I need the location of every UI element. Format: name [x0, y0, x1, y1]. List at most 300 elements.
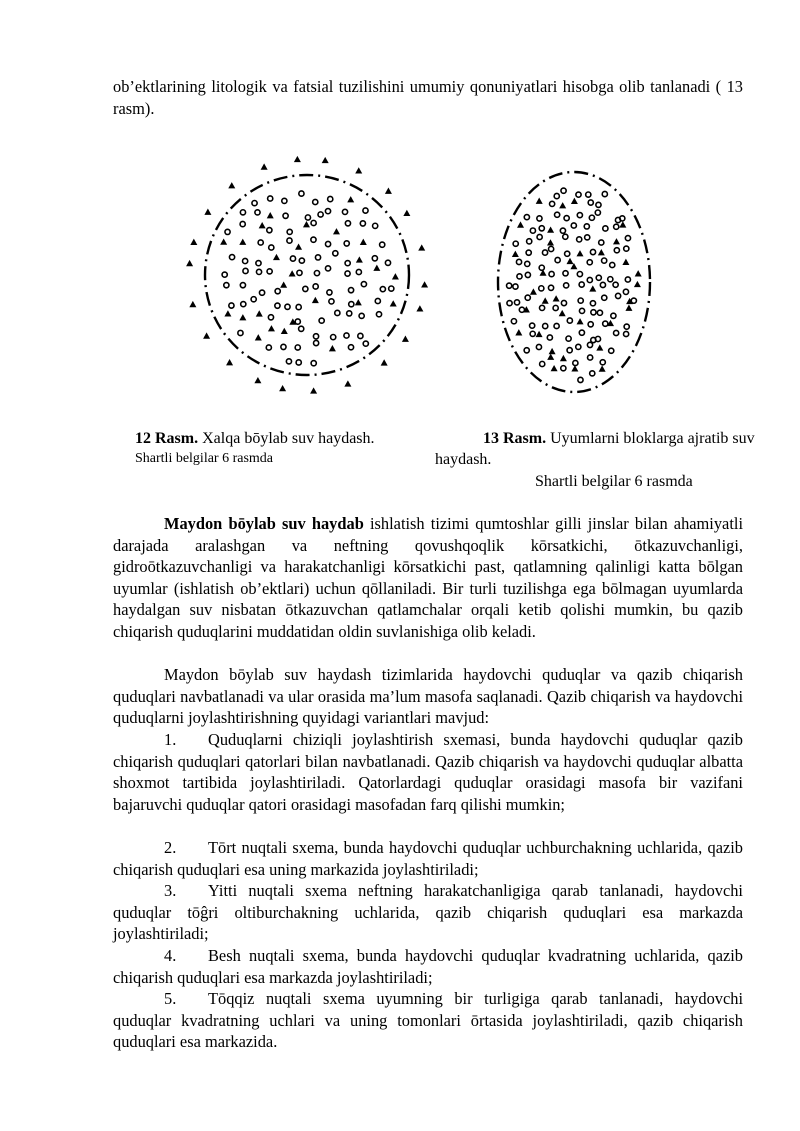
- production-well-marker: [513, 284, 518, 289]
- production-well-marker: [537, 216, 542, 221]
- production-well-marker: [555, 257, 560, 262]
- production-well-marker: [567, 318, 572, 323]
- production-well-marker: [296, 304, 301, 309]
- list-item: [113, 880, 743, 945]
- injection-well-marker: [547, 226, 554, 232]
- production-well-marker: [311, 237, 316, 242]
- injection-well-marker: [392, 273, 399, 279]
- production-well-marker: [314, 340, 319, 345]
- production-well-marker: [623, 289, 628, 294]
- production-well-marker: [372, 256, 377, 261]
- production-well-marker: [614, 224, 619, 229]
- injection-well-marker: [280, 281, 287, 287]
- injection-well-marker: [312, 297, 319, 303]
- injection-well-marker: [189, 301, 196, 307]
- injection-well-marker: [577, 318, 584, 324]
- production-well-marker: [614, 248, 619, 253]
- production-well-marker: [240, 283, 245, 288]
- production-well-marker: [564, 216, 569, 221]
- injection-well-marker: [268, 325, 275, 331]
- injection-well-marker: [551, 365, 558, 371]
- injection-well-marker: [560, 355, 567, 361]
- production-well-marker: [576, 344, 581, 349]
- injection-well-marker: [599, 365, 606, 371]
- production-well-marker: [542, 250, 547, 255]
- injection-well-marker: [220, 238, 227, 244]
- injection-well-marker: [261, 163, 268, 169]
- production-well-marker: [252, 200, 257, 205]
- production-well-marker: [281, 344, 286, 349]
- injection-well-marker: [355, 299, 362, 305]
- production-well-marker: [620, 216, 625, 221]
- production-well-marker: [331, 335, 336, 340]
- production-well-marker: [267, 269, 272, 274]
- injection-well-marker: [356, 256, 363, 262]
- production-well-marker: [348, 345, 353, 350]
- production-well-marker: [363, 341, 368, 346]
- list-item-text: Tōrt nuqtali sxema, bunda haydovchi quduqlar uchburchakning uchlarida, qazib chiqarish quduqlari esa uning markazida joylashtiriladi;: [113, 838, 743, 879]
- production-well-marker: [588, 355, 593, 360]
- production-well-marker: [256, 269, 261, 274]
- production-well-marker: [597, 310, 602, 315]
- production-well-marker: [267, 228, 272, 233]
- production-well-marker: [335, 310, 340, 315]
- production-well-marker: [325, 241, 330, 246]
- production-well-marker: [241, 302, 246, 307]
- production-well-marker: [229, 255, 234, 260]
- production-well-marker: [539, 226, 544, 231]
- production-well-marker: [256, 261, 261, 266]
- production-well-marker: [344, 333, 349, 338]
- production-well-marker: [290, 256, 295, 261]
- figure-12-caption-label: 12 Rasm.: [135, 430, 199, 447]
- injection-well-marker: [373, 265, 380, 271]
- production-well-marker: [325, 266, 330, 271]
- production-well-marker: [584, 224, 589, 229]
- production-well-marker: [259, 290, 264, 295]
- production-well-marker: [269, 245, 274, 250]
- production-well-marker: [602, 258, 607, 263]
- production-well-marker: [345, 261, 350, 266]
- production-well-marker: [333, 251, 338, 256]
- production-well-marker: [361, 282, 366, 287]
- production-well-marker: [360, 221, 365, 226]
- injection-well-marker: [625, 305, 632, 311]
- injection-well-marker: [186, 260, 193, 266]
- production-well-marker: [539, 286, 544, 291]
- production-well-marker: [554, 323, 559, 328]
- production-well-marker: [373, 223, 378, 228]
- injection-well-marker: [542, 297, 549, 303]
- production-well-marker: [608, 277, 613, 282]
- production-well-marker: [313, 284, 318, 289]
- injection-well-marker: [322, 157, 329, 163]
- production-well-marker: [526, 250, 531, 255]
- injection-well-marker: [190, 239, 197, 245]
- production-well-marker: [565, 251, 570, 256]
- injection-well-marker: [416, 305, 423, 311]
- list-item: [113, 729, 743, 815]
- production-well-marker: [563, 234, 568, 239]
- production-well-marker: [305, 215, 310, 220]
- injection-well-marker: [333, 228, 340, 234]
- injection-well-marker: [547, 354, 554, 360]
- production-well-marker: [590, 371, 595, 376]
- production-well-marker: [266, 345, 271, 350]
- injection-well-marker: [589, 285, 596, 291]
- production-well-marker: [536, 344, 541, 349]
- production-well-marker: [311, 220, 316, 225]
- production-well-marker: [589, 215, 594, 220]
- production-well-marker: [561, 188, 566, 193]
- list-item-text: Yitti nuqtali sxema neftning harakatchanligiga qarab tanlanadi, haydovchi quduqlar tōĝri oltiburchakning uchlarida, qazib chiqarish quduqlari esa markazda joylashtiriladi;: [113, 881, 743, 944]
- production-well-marker: [342, 209, 347, 214]
- production-well-marker: [295, 345, 300, 350]
- production-well-marker: [563, 271, 568, 276]
- production-well-marker: [587, 342, 592, 347]
- injection-well-marker: [596, 344, 603, 350]
- injection-well-marker: [547, 239, 554, 245]
- production-well-marker: [507, 283, 512, 288]
- production-well-marker: [524, 215, 529, 220]
- production-well-marker: [225, 229, 230, 234]
- production-well-marker: [329, 299, 334, 304]
- production-well-marker: [615, 293, 620, 298]
- section-paragraph-1-text: ishlatish tizimi qumtoshlar gilli jinslar bilan ahamiyatli darajada aralashgan va neftning qovushqoqlik kōrsatkichi, ōtkazuvchanligi, gidroōtkazuvchanligi va harakatchanligi kōrsatkichi past, qatlamning qalinligi katta bōlgan uyumlar (ishlatish ob’ektlari) uchun qōllaniladi. Bir turli tuzilishga ega bōlmagan uyumlarda haydalgan suv nisbatan ōtkazuvchan qatlamchalar orqali ketib qolishi mumkin, bu qazib chiqarish quduqlarini muddatidan oldin suvlanishiga olib keladi.: [113, 514, 743, 641]
- figure-13-caption: [435, 428, 775, 470]
- production-well-marker: [613, 282, 618, 287]
- production-well-marker: [600, 282, 605, 287]
- production-well-marker: [566, 336, 571, 341]
- production-well-marker: [229, 303, 234, 308]
- production-well-marker: [359, 313, 364, 318]
- production-well-marker: [243, 268, 248, 273]
- production-well-marker: [564, 283, 569, 288]
- figure-13-caption-label: 13 Rasm.: [483, 430, 547, 447]
- injection-well-marker: [310, 387, 317, 393]
- production-well-marker: [554, 193, 559, 198]
- production-well-marker: [516, 259, 521, 264]
- production-well-marker: [602, 191, 607, 196]
- injection-well-marker: [418, 244, 425, 250]
- list-item-number: 5.: [164, 989, 177, 1008]
- ring-boundary: [205, 175, 409, 375]
- production-well-marker: [348, 288, 353, 293]
- production-well-marker: [517, 274, 522, 279]
- production-well-marker: [222, 272, 227, 277]
- list-item-text: Tōqqiz nuqtali sxema uyumning bir turligiga qarab tanlanadi, haydovchi quduqlar kvadratning uchlari va uning tomonlari ōrtasida joylashtiriladi, qazib chiqarish quduqlari esa markazida.: [113, 989, 743, 1052]
- production-well-marker: [577, 237, 582, 242]
- injection-well-marker: [622, 259, 629, 265]
- list-item-number: 2.: [164, 838, 177, 857]
- production-well-marker: [303, 286, 308, 291]
- injection-well-marker: [239, 239, 246, 245]
- production-well-marker: [363, 208, 368, 213]
- production-well-marker: [539, 305, 544, 310]
- injection-well-marker: [385, 188, 392, 194]
- injection-well-marker: [559, 310, 566, 316]
- injection-well-marker: [576, 250, 583, 256]
- production-well-marker: [588, 322, 593, 327]
- injection-well-marker: [512, 251, 519, 257]
- production-well-marker: [297, 270, 302, 275]
- production-well-marker: [507, 301, 512, 306]
- production-well-marker: [511, 319, 516, 324]
- injection-well-marker: [329, 345, 336, 351]
- list-item-number: 4.: [164, 946, 177, 965]
- production-well-marker: [314, 271, 319, 276]
- production-well-marker: [603, 226, 608, 231]
- figure-12-note: Shartli belgilar 6 rasmda: [135, 451, 274, 466]
- production-well-marker: [573, 360, 578, 365]
- injection-well-marker: [289, 270, 296, 276]
- production-well-marker: [349, 302, 354, 307]
- production-well-marker: [530, 228, 535, 233]
- production-well-marker: [347, 311, 352, 316]
- injection-well-marker: [203, 332, 210, 338]
- production-well-marker: [550, 201, 555, 206]
- production-well-marker: [539, 265, 544, 270]
- production-well-marker: [625, 277, 630, 282]
- production-well-marker: [238, 330, 243, 335]
- production-well-marker: [579, 330, 584, 335]
- production-well-marker: [345, 221, 350, 226]
- production-well-marker: [579, 282, 584, 287]
- list-item: [113, 837, 743, 880]
- injection-well-marker: [515, 329, 522, 335]
- production-well-marker: [313, 199, 318, 204]
- production-well-marker: [376, 312, 381, 317]
- list-item-number: 3.: [164, 881, 177, 900]
- section-paragraph-1: [113, 513, 743, 643]
- injection-well-marker: [273, 254, 280, 260]
- production-well-marker: [283, 213, 288, 218]
- intro-paragraph: ob’ektlarining litologik va fatsial tuzilishini umumiy qonuniyatlari hisobga olib tanlanadi ( 13 rasm).: [113, 77, 743, 118]
- production-well-marker: [577, 213, 582, 218]
- injection-well-marker: [553, 295, 560, 301]
- production-well-marker: [587, 260, 592, 265]
- production-well-marker: [610, 262, 615, 267]
- injection-well-marker: [347, 196, 354, 202]
- production-well-marker: [596, 202, 601, 207]
- production-well-marker: [555, 212, 560, 217]
- production-well-marker: [577, 271, 582, 276]
- production-well-marker: [588, 200, 593, 205]
- production-well-marker: [530, 323, 535, 328]
- injection-well-marker: [390, 300, 397, 306]
- list-item-number: 1.: [164, 730, 177, 749]
- injection-well-marker: [402, 336, 409, 342]
- production-well-marker: [585, 235, 590, 240]
- injection-well-marker: [559, 202, 566, 208]
- production-well-marker: [385, 260, 390, 265]
- injection-well-marker: [571, 365, 578, 371]
- production-well-marker: [299, 326, 304, 331]
- injection-well-marker: [381, 359, 388, 365]
- list-item-text: Quduqlarni chiziqli joylashtirish sxemasi, bunda haydovchi quduqlar qazib chiqarish quduqlari qatorlari bilan navbatlanadi. Qazib chiqarish va haydovchi quduqlar albatta shoxmot tartibida joylashtiriladi. Qatorlardagi quduqlar orasidagi masofa bir vazifani bajaruvchi quduqlar qatori orasidagi masofadan farq qilishi mumkin;: [113, 730, 743, 814]
- production-well-marker: [268, 315, 273, 320]
- section-paragraph-2: Maydon bōylab suv haydash tizimlarida haydovchi quduqlar va qazib chiqarish quduqlari navbatlanadi va ular orasida ma’lum masofa saqlanadi. Qazib chiqarish va haydovchi quduqlarni joylashtirishning quyidagi variantlari mavjud:: [113, 665, 743, 728]
- production-well-marker: [251, 297, 256, 302]
- injection-well-marker: [421, 281, 428, 287]
- production-well-marker: [561, 366, 566, 371]
- production-well-marker: [631, 298, 636, 303]
- production-well-marker: [591, 310, 596, 315]
- production-well-marker: [527, 239, 532, 244]
- production-well-marker: [286, 359, 291, 364]
- production-well-marker: [576, 192, 581, 197]
- injection-well-marker: [355, 167, 362, 173]
- injection-well-marker: [598, 249, 605, 255]
- injection-well-marker: [281, 328, 288, 334]
- injection-well-marker: [530, 288, 537, 294]
- production-well-marker: [513, 241, 518, 246]
- injection-well-marker: [635, 270, 642, 276]
- list-item: [113, 945, 743, 988]
- production-well-marker: [240, 221, 245, 226]
- production-well-marker: [285, 304, 290, 309]
- injection-well-marker: [267, 212, 274, 218]
- production-well-marker: [549, 246, 554, 251]
- injection-well-marker: [403, 210, 410, 216]
- production-well-marker: [578, 298, 583, 303]
- production-well-marker: [561, 300, 566, 305]
- production-well-marker: [255, 210, 260, 215]
- production-well-marker: [595, 336, 600, 341]
- production-well-marker: [299, 258, 304, 263]
- production-well-marker: [315, 255, 320, 260]
- production-well-marker: [258, 240, 263, 245]
- production-well-marker: [514, 300, 519, 305]
- injection-well-marker: [226, 359, 233, 365]
- injection-well-marker: [256, 310, 263, 316]
- production-well-marker: [579, 308, 584, 313]
- production-well-marker: [595, 210, 600, 215]
- figure-12-caption-text: Xalqa bōylab suv haydash.: [198, 430, 375, 447]
- production-well-marker: [567, 348, 572, 353]
- figure-12-caption: [135, 428, 375, 449]
- production-well-marker: [614, 330, 619, 335]
- injection-well-marker: [259, 222, 266, 228]
- production-well-marker: [537, 234, 542, 239]
- production-well-marker: [358, 333, 363, 338]
- production-well-marker: [587, 277, 592, 282]
- production-well-marker: [389, 286, 394, 291]
- production-well-marker: [525, 261, 530, 266]
- production-well-marker: [596, 275, 601, 280]
- injection-well-marker: [254, 377, 261, 383]
- production-well-marker: [524, 348, 529, 353]
- production-well-marker: [525, 272, 530, 277]
- production-well-marker: [243, 258, 248, 263]
- production-well-marker: [600, 360, 605, 365]
- injection-well-marker: [295, 244, 302, 250]
- figure-13-caption-text: Uyumlarni bloklarga ajratib suv haydash.: [435, 430, 755, 468]
- production-well-marker: [578, 377, 583, 382]
- injection-well-marker: [571, 198, 578, 204]
- production-well-marker: [380, 242, 385, 247]
- production-well-marker: [611, 313, 616, 318]
- production-well-marker: [525, 295, 530, 300]
- injection-well-marker: [517, 221, 524, 227]
- injection-well-marker: [228, 182, 235, 188]
- production-well-marker: [548, 285, 553, 290]
- production-well-marker: [325, 209, 330, 214]
- production-well-marker: [602, 295, 607, 300]
- production-well-marker: [586, 192, 591, 197]
- production-well-marker: [547, 335, 552, 340]
- injection-well-marker: [613, 238, 620, 244]
- production-well-marker: [590, 301, 595, 306]
- figure-13-diagram: [492, 165, 667, 400]
- production-well-marker: [571, 223, 576, 228]
- production-well-marker: [375, 298, 380, 303]
- production-well-marker: [282, 198, 287, 203]
- production-well-marker: [560, 228, 565, 233]
- injection-well-marker: [279, 385, 286, 391]
- figure-12-diagram: [175, 145, 440, 395]
- production-well-marker: [624, 246, 629, 251]
- production-well-marker: [224, 283, 229, 288]
- production-well-marker: [553, 305, 558, 310]
- production-well-marker: [356, 269, 361, 274]
- list-item-text: Besh nuqtali sxema, bunda haydovchi quduqlar kvadratning uchlarida, qazib chiqarish quduqlari esa markazda joylashtiriladi;: [113, 946, 743, 987]
- production-well-marker: [296, 360, 301, 365]
- production-well-marker: [625, 236, 630, 241]
- production-well-marker: [287, 229, 292, 234]
- injection-well-marker: [204, 209, 211, 215]
- production-well-marker: [328, 196, 333, 201]
- production-well-marker: [299, 191, 304, 196]
- production-well-marker: [603, 321, 608, 326]
- injection-well-marker: [224, 310, 231, 316]
- production-well-marker: [240, 210, 245, 215]
- injection-well-marker: [566, 258, 573, 264]
- injection-well-marker: [360, 239, 367, 245]
- production-well-marker: [311, 361, 316, 366]
- injection-well-marker: [634, 281, 641, 287]
- production-well-marker: [599, 240, 604, 245]
- production-well-marker: [318, 212, 323, 217]
- well-markers: [186, 156, 428, 394]
- production-well-marker: [327, 290, 332, 295]
- well-markers: [507, 188, 642, 382]
- production-well-marker: [540, 361, 545, 366]
- production-well-marker: [345, 271, 350, 276]
- production-well-marker: [344, 241, 349, 246]
- production-well-marker: [590, 249, 595, 254]
- production-well-marker: [295, 319, 300, 324]
- production-well-marker: [624, 324, 629, 329]
- figure-13-note: Shartli belgilar 6 rasmda: [535, 473, 693, 490]
- section-title: Maydon bōylab suv haydab: [164, 514, 364, 533]
- injection-well-marker: [344, 380, 351, 386]
- production-well-marker: [287, 238, 292, 243]
- injection-well-marker: [294, 156, 301, 162]
- production-well-marker: [268, 196, 273, 201]
- production-well-marker: [543, 323, 548, 328]
- production-well-marker: [275, 289, 280, 294]
- production-well-marker: [549, 271, 554, 276]
- injection-well-marker: [303, 221, 310, 227]
- production-well-marker: [313, 334, 318, 339]
- injection-well-marker: [536, 331, 543, 337]
- list-item: [113, 988, 743, 1053]
- injection-well-marker: [536, 198, 543, 204]
- injection-well-marker: [255, 334, 262, 340]
- production-well-marker: [609, 348, 614, 353]
- production-well-marker: [624, 331, 629, 336]
